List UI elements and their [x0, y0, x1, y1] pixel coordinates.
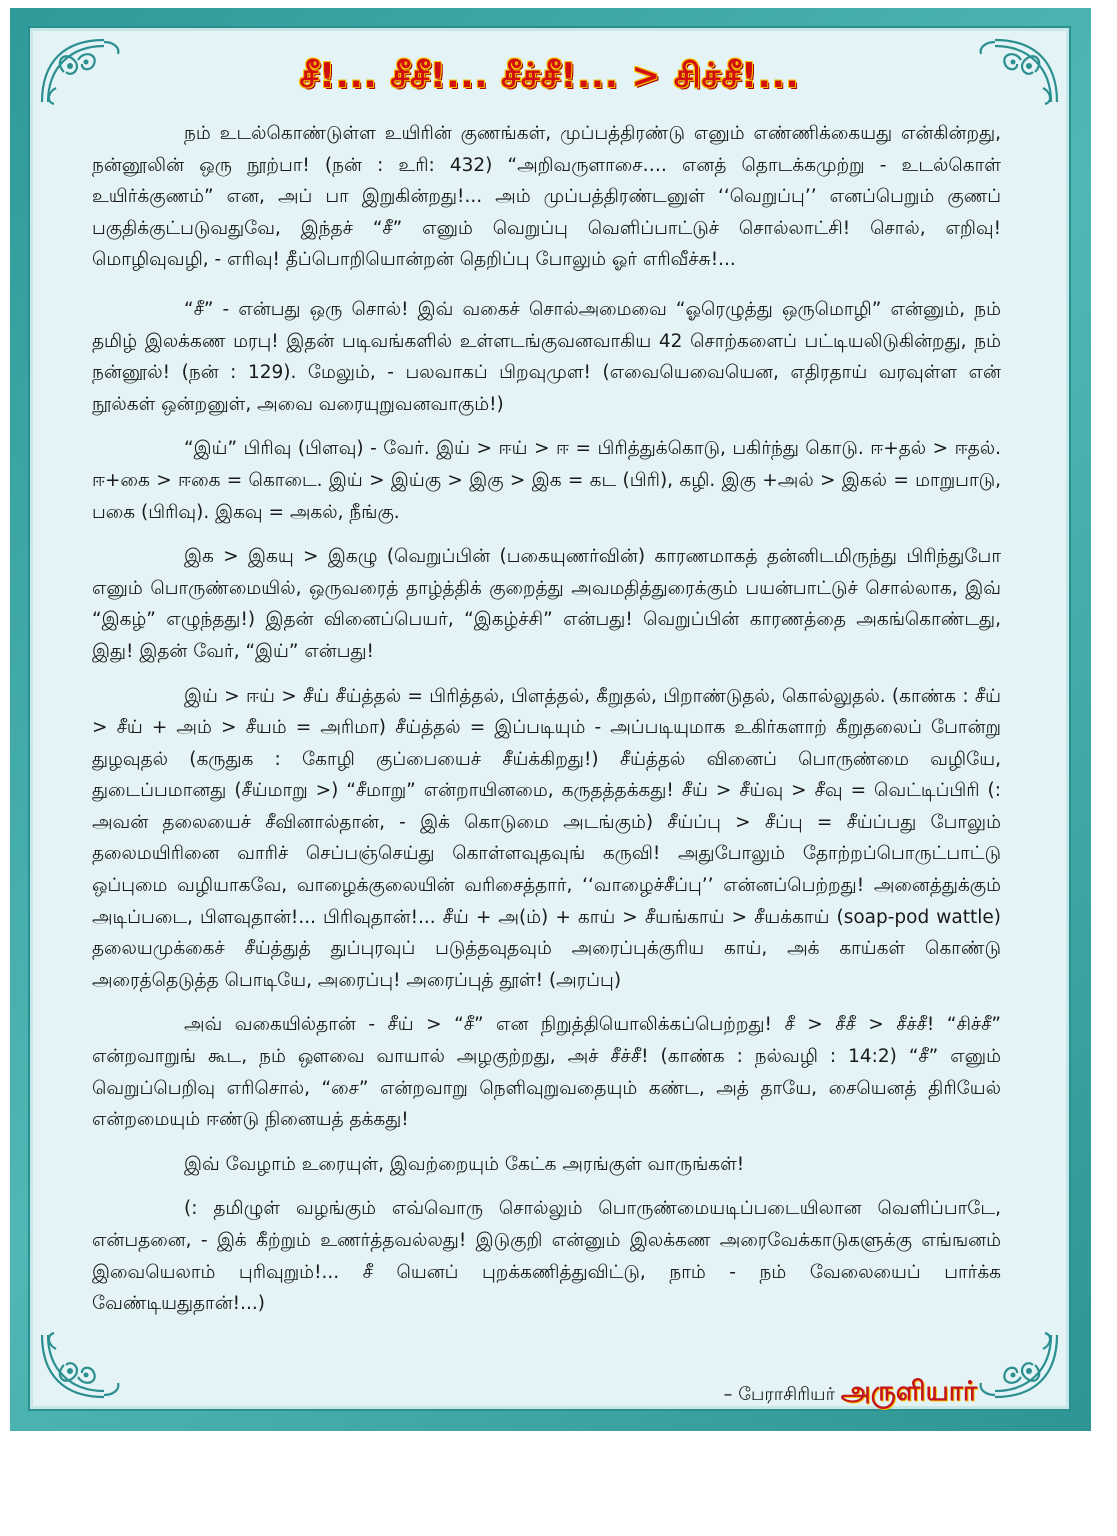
paragraph: இய் > ஈய் > சீய் சீய்த்தல் = பிரித்தல், பிளத்தல், கீறுதல், பிறாண்டுதல், கொல்லுதல். (காண்க : சீய் > சீய் + அம் > சீயம் = அரிமா) சீய்த்தல் = இப்படியும் - அப்படியுமாக உகிர்களாற் கீறுதலைப் போன்று துழவுதல் (கருதுக : கோழி குப்பையைச் சீய்க்கிறது!) சீய்த்தல் வினைப் பொருண்மை வழியே, துடைப்பமானது (சீய்மாறு >) “சீமாறு” என்றாயினமை, கருதத்தக்கது! சீய் > சீய்வு > சீவு = வெட்டிப்பிரி (: அவன் தலையைச் சீவினால்தான், - இக் கொடுமை அடங்கும்) சீய்ப்பு > சீப்பு = சீய்ப்பது போலும் தலைமயிரினை வாரிச் செப்பஞ்செய்து கொள்ளவுதவுங் கருவி! அதுபோலும் தோற்றப்பொருட்பாட்டு ஒப்புமை வழியாகவே, வாழைக்குலையின் வரிசைத்தார், ‘‘வாழைச்சீப்பு’’ என்னப்பெற்றது! அனைத்துக்கும் அடிப்படை, பிளவுதான்!... பிரிவுதான்!... சீய் + அ(ம்) + காய் > சீயங்காய் > சீயக்காய் (soap-pod wattle) தலையமுக்கைச் சீய்த்துத் துப்புரவுப் படுத்தவுதவும் அரைப்புக்குரிய காய், அக் காய்கள் கொண்டு அரைத்தெடுத்த பொடியே, அரைப்பு! அரைப்புத் தூள்! (அரப்பு)	[92, 685, 1001, 991]
paragraph: “சீ” - என்பது ஒரு சொல்! இவ் வகைச் சொல்அமைவை “ஓரெழுத்து ஒருமொழி” என்னும், நம் தமிழ் இலக்கண மரபு! இதன் படிவங்களில் உள்ளடங்குவனவாகிய 42 சொற்களைப் பட்டியலிடுகின்றது, நம் நன்னூல்! (நன் : 129). மேலும், - பலவாகப் பிறவுமுள! (எவையெவையென, எதிரதாய் வரவுள்ள என் நூல்கள் ஒன்றனுள், அவை வரையுறுவனவாகும்!)	[92, 298, 1001, 415]
paragraph: நம் உடல்கொண்டுள்ள உயிரின் குணங்கள், முப்பத்திரண்டு எனும் எண்ணிக்கையது என்கின்றது, நன்னூலின் ஒரு நூற்பா! (நன் : உரி: 432) “அறிவருளாசை…. எனத் தொடக்கமுற்று - உடல்கொள் உயிர்க்குணம்” என, அப் பா இறுகின்றது!... அம் முப்பத்திரண்டனுள் ‘‘வெறுப்பு’’ எனப்பெறும் குணப் பகுதிக்குட்படுவதுவே, இந்தச் “சீ” எனும் வெறுப்பு வெளிப்பாட்டுச் சொல்லாட்சி! சொல், எறிவு! மொழிவுவழி, - எரிவு! தீப்பொறியொன்றன் தெறிப்பு போலும் ஓர் எரிவீச்சு!...	[92, 123, 1001, 271]
signature-prefix: – பேராசிரியர்	[723, 1384, 836, 1405]
paragraph: அவ் வகையில்தான் - சீய் > “சீ” என நிறுத்தியொலிக்கப்பெற்றது! சீ > சீசீ > சீச்சீ! “சிச்சீ” என்றவாறுங் கூட, நம் ஔவை வாயால் அழகுற்றது, அச் சீச்சீ! (காண்க : நல்வழி : 14:2) “சீ” எனும் வெறுப்பெறிவு எரிசொல், “சை” என்றவாறு நெளிவுறுவதையும் கண்ட, அத் தாயே, சையெனத் திரியேல் என்றமையும் ஈண்டு நினையத் தக்கது!	[92, 1014, 1001, 1131]
paragraph: இக > இகயு > இகழு (வெறுப்பின் (பகையுணர்வின்) காரணமாகத் தன்னிடமிருந்து பிரிந்துபோ எனும் பொருண்மையில், ஒருவரைத் தாழ்த்திக் குறைத்து அவமதித்துரைக்கும் பயன்பாட்டுச் சொல்லாக, இவ் “இகழ்” எழுந்தது!) இதன் வினைப்பெயர், “இகழ்ச்சி” என்பது! வெறுப்பின் காரணத்தை அகங்கொண்டது, இது! இதன் வேர், “இய்” என்பது!	[92, 546, 1001, 662]
corner-ornament-icon	[34, 1325, 134, 1405]
signature	[724, 1376, 977, 1411]
article-body	[92, 118, 1001, 1333]
content-panel	[28, 26, 1071, 1411]
page-title: சீ!... சீசீ!... சீச்சீ!... > சிச்சீ!...	[299, 56, 800, 96]
page-frame	[10, 8, 1091, 1431]
paragraph: இவ் வேழாம் உரையுள், இவற்றையும் கேட்க அரங்குள் வாருங்கள்!	[184, 1153, 745, 1175]
paragraph: “இய்” பிரிவு (பிளவு) - வேர். இய் > ஈய் > ஈ = பிரித்துக்கொடு, பகிர்ந்து கொடு. ஈ+தல் > ஈதல். ஈ+கை > ஈகை = கொடை. இய் > இய்கு > இகு > இக = கட (பிரி), கழி. இகு +அல் > இகல் = மாறுபாடு, பகை (பிரிவு). இகவு = அகல், நீங்கு.	[92, 438, 1001, 523]
signature-name: அருளியார்	[840, 1376, 977, 1407]
paragraph: (: தமிழுள் வழங்கும் எவ்வொரு சொல்லும் பொருண்மையடிப்படையிலான வெளிப்பாடே, என்பதனை, - இக் கீற்றும் உணர்த்தவல்லது! இடுகுறி என்னும் இலக்கண அரைவேக்காடுகளுக்கு எங்ஙனம் இவையெலாம் புரிவுறும்!... சீ யெனப் புறக்கணித்துவிட்டு, நாம் - நம் வேலையைப் பார்க்க வேண்டியதுதான்!...)	[92, 1198, 1001, 1315]
corner-ornament-icon	[965, 1325, 1065, 1405]
